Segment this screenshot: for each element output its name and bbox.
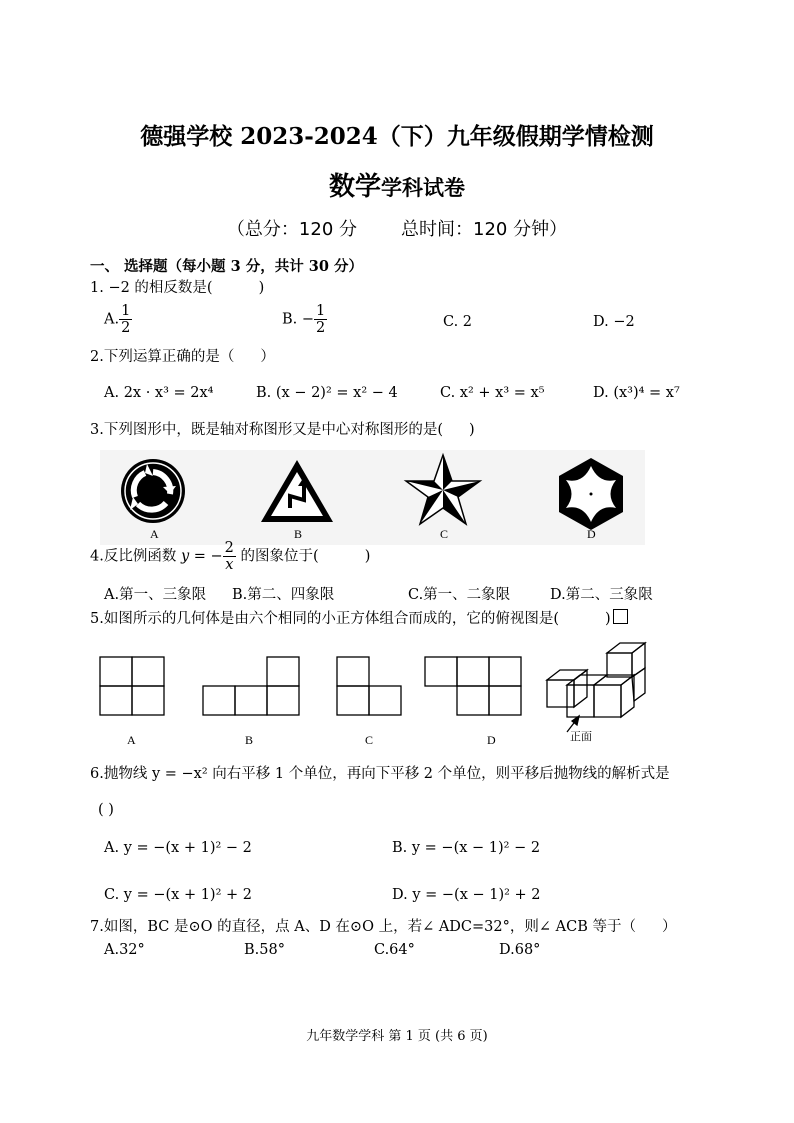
q1-a-fraction: [119, 303, 132, 336]
section-title: 一、 选择题（每小题 3 分，共计 30 分）: [90, 258, 364, 275]
q3-label-a: A: [150, 527, 159, 541]
total-score: （总分：120 分: [226, 219, 357, 240]
q1-close: ): [258, 280, 265, 296]
q5-stem-text: 5.如图所示的几何体是由六个相同的小正方体组合而成的，它的俯视图是(: [90, 611, 559, 627]
subject-title: [0, 166, 794, 203]
page-footer: 九年数学学科 第 1 页 (共 6 页): [306, 1029, 488, 1044]
q4-lhs: y = −: [180, 548, 223, 565]
q5-option-b-figure: [203, 657, 299, 715]
q4-option-a: A.第一、三象限: [104, 587, 207, 603]
q7-option-d: D.68°: [499, 942, 541, 958]
q7-stem-text: 7.如图，BC 是⊙O 的直径，点 A、D 在⊙O 上，若∠ ADC=32°，则∠ ACB 等于（: [90, 919, 636, 935]
score-time-line: [0, 215, 794, 241]
q1-a-prefix: A.: [104, 311, 120, 328]
q4-stem: [90, 540, 370, 573]
q2-option-c: C. x² + x³ = x⁵: [440, 385, 545, 401]
q7-stem: [90, 917, 676, 937]
q1-b-den: 2: [316, 320, 326, 336]
q4-fraction: [223, 540, 236, 573]
q4-den: x: [225, 557, 234, 573]
subject-small: 学科试卷: [381, 175, 465, 200]
exam-title: 德强学校 2023-2024（下）九年级假期学情检测: [140, 123, 654, 150]
q1-option-c: C. 2: [443, 314, 473, 330]
subject-big: 数学: [328, 172, 381, 202]
q6-stem: 6.抛物线 y = −x² 向右平移 1 个单位，再向下平移 2 个单位，则平移后抛物线的解析式是: [90, 766, 670, 782]
q5-option-a-figure: [100, 657, 164, 715]
q1-option-d: D. −2: [593, 314, 635, 330]
q1-option-a: [104, 303, 132, 336]
q5-stem: [90, 609, 628, 629]
q1-a-den: 2: [121, 320, 131, 336]
q1-option-b: [282, 303, 327, 336]
q2-option-d: D. (x³)⁴ = x⁷: [593, 385, 680, 401]
q3-label-b: B: [294, 527, 303, 541]
roundabout-sign-icon: [121, 459, 185, 523]
q1-b-prefix: B. −: [282, 311, 315, 328]
q3-close: ): [469, 422, 475, 438]
q7-option-b: B.58°: [244, 942, 285, 958]
q3-stem: [90, 420, 475, 440]
q2-option-b: B. (x − 2)² = x² − 4: [256, 385, 398, 401]
q4-close: ): [364, 548, 371, 565]
q7-option-a: A.32°: [104, 942, 145, 958]
q7-close: ）: [661, 919, 677, 935]
q5-figures: [95, 635, 655, 750]
q6-answer-paren: ( ): [98, 802, 114, 818]
q4-stem-post: 的图象位于(: [235, 548, 319, 565]
checkbox-icon: [613, 609, 628, 624]
q4-option-c: C.第一、二象限: [408, 587, 511, 603]
q5-option-c-figure: [337, 657, 401, 715]
q5-front-label: 正面: [570, 730, 592, 743]
q2-stem: [90, 347, 275, 367]
q5-label-a: A: [127, 733, 136, 747]
q3-figures: [100, 450, 645, 545]
q4-option-d: D.第二、三象限: [550, 587, 653, 603]
q5-option-d-figure: [425, 657, 521, 715]
q4-stem-pre: 4.反比例函数: [90, 548, 181, 565]
q2-close: ）: [260, 349, 275, 365]
q6-option-b: B. y = −(x − 1)² − 2: [392, 840, 541, 856]
q5-label-b: B: [245, 733, 254, 747]
q1-stem-text: 1. −2 的相反数是(: [90, 280, 213, 296]
total-time: 总时间：120 分钟）: [401, 219, 568, 240]
q4-option-b: B.第二、四象限: [232, 587, 335, 603]
q1-stem: [90, 278, 264, 298]
q3-label-c: C: [440, 527, 449, 541]
q6-option-a: A. y = −(x + 1)² − 2: [104, 840, 252, 856]
q5-label-d: D: [487, 733, 496, 747]
q6-option-d: D. y = −(x − 1)² + 2: [392, 887, 541, 903]
q4-num: 2: [224, 540, 234, 556]
q3-label-d: D: [587, 527, 596, 541]
q5-close: ): [605, 611, 611, 627]
q1-b-num: 1: [316, 303, 326, 319]
q2-option-a: A. 2x · x³ = 2x⁴: [104, 385, 214, 401]
q7-option-c: C.64°: [374, 942, 415, 958]
q6-option-c: C. y = −(x + 1)² + 2: [104, 887, 252, 903]
q1-b-fraction: [314, 303, 327, 336]
q1-a-num: 1: [121, 303, 131, 319]
q2-stem-text: 2.下列运算正确的是（: [90, 349, 235, 365]
q5-solid-figure: [547, 643, 645, 732]
q3-stem-text: 3.下列图形中，既是轴对称图形又是中心对称图形的是(: [90, 422, 443, 438]
q5-label-c: C: [365, 733, 374, 747]
